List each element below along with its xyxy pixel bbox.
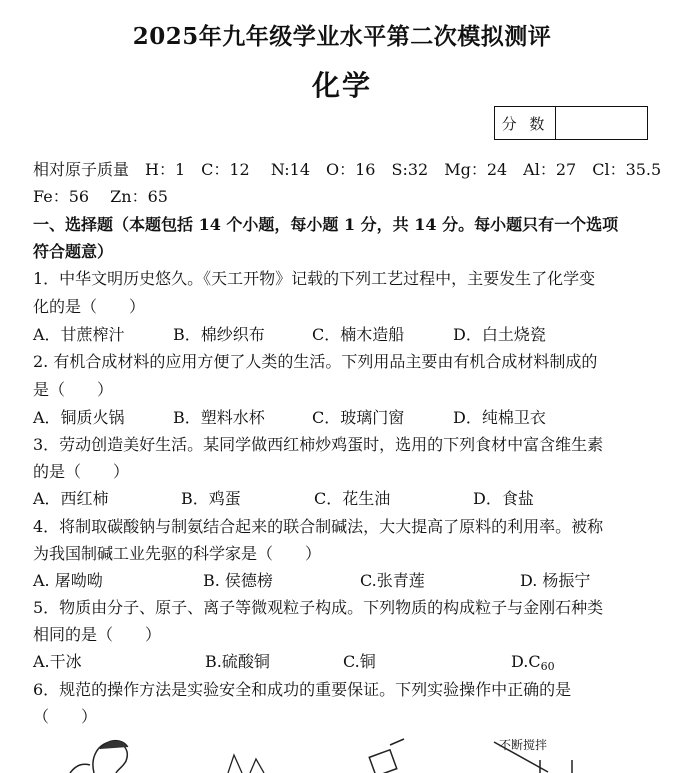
figure-a-person-smelling bbox=[60, 735, 140, 773]
question-4-options bbox=[33, 570, 663, 592]
score-label: 分 数 bbox=[495, 107, 556, 139]
option-a: A.干冰 bbox=[33, 652, 82, 671]
option-a: A．西红柿 bbox=[33, 489, 109, 508]
option-a: A. 屠呦呦 bbox=[33, 571, 103, 590]
question-2-options bbox=[33, 407, 663, 429]
question-1-stem-cont: 化的是（ ） bbox=[33, 297, 146, 316]
question-5-stem-cont: 相同的是（ ） bbox=[33, 625, 162, 644]
option-a: A．铜质火锅 bbox=[33, 408, 125, 427]
atomic-masses-line2: Fe：56 Zn：65 bbox=[33, 187, 168, 206]
option-d: D．食盐 bbox=[473, 489, 534, 508]
option-c: C.铜 bbox=[343, 652, 376, 671]
question-5-stem: 5．物质由分子、原子、离子等微观粒子构成。下列物质的构成粒子与金刚石种类 bbox=[33, 598, 604, 617]
question-6-stem: 6．规范的操作方法是实验安全和成功的重要保证。下列实验操作中正确的是 bbox=[33, 680, 572, 699]
question-5-options bbox=[33, 651, 663, 673]
option-d: D．纯棉卫衣 bbox=[453, 408, 546, 427]
option-b: B．塑料水杯 bbox=[173, 408, 265, 427]
section-heading: 一、选择题（本题包括 14 个小题，每小题 1 分，共 14 分。每小题只有一个选项 bbox=[33, 215, 619, 234]
question-4-stem-cont: 为我国制碱工业先驱的科学家是（ ） bbox=[33, 544, 322, 563]
option-d: D．白土烧瓷 bbox=[453, 325, 546, 344]
option-c: C.张青莲 bbox=[360, 571, 425, 590]
option-b: B.硫酸铜 bbox=[205, 652, 270, 671]
question-6-stem-cont: （ ） bbox=[33, 707, 98, 726]
option-b: B．棉纱织布 bbox=[173, 325, 265, 344]
figure-b-apparatus bbox=[220, 735, 270, 773]
question-3-stem-cont: 的是（ ） bbox=[33, 462, 130, 481]
figure-d-stirring bbox=[490, 738, 580, 773]
score-field bbox=[556, 107, 647, 139]
option-d-subscript: 60 bbox=[540, 660, 555, 673]
figure-c-apparatus bbox=[360, 735, 410, 773]
atomic-masses-line1: 相对原子质量 H：1 C：12 N:14 O：16 S:32 Mg：24 Al：27 Cl：35.5 bbox=[33, 160, 662, 179]
option-d bbox=[511, 651, 555, 678]
question-1-stem: 1．中华文明历史悠久。《天工开物》记载的下列工艺过程中，主要发生了化学变 bbox=[33, 269, 596, 288]
score-box bbox=[494, 106, 648, 140]
option-b: B．鸡蛋 bbox=[181, 489, 241, 508]
question-1-options bbox=[33, 324, 663, 346]
section-heading-cont: 符合题意） bbox=[33, 242, 114, 261]
question-3-options bbox=[33, 488, 663, 510]
question-4-stem: 4．将制取碳酸钠与制氨结合起来的联合制碱法，大大提高了原料的利用率。被称 bbox=[33, 517, 604, 536]
question-2-stem-cont: 是（ ） bbox=[33, 380, 114, 399]
option-c: C．花生油 bbox=[314, 489, 391, 508]
option-c: C．楠木造船 bbox=[312, 325, 405, 344]
subject-title: 化学 bbox=[311, 69, 372, 102]
option-b: B. 侯德榜 bbox=[203, 571, 273, 590]
option-a: A．甘蔗榨汁 bbox=[33, 325, 125, 344]
option-d-base: D.C bbox=[511, 652, 541, 671]
exam-title: 2025年九年级学业水平第二次模拟测评 bbox=[132, 23, 552, 50]
option-d: D. 杨振宁 bbox=[520, 571, 591, 590]
figure-d-label: 不断搅拌 bbox=[499, 738, 548, 752]
question-3-stem: 3．劳动创造美好生活。某同学做西红柿炒鸡蛋时，选用的下列食材中富含维生素 bbox=[33, 435, 604, 454]
question-2-stem: 2. 有机合成材料的应用方便了人类的生活。下列用品主要由有机合成材料制成的 bbox=[33, 352, 598, 371]
option-c: C．玻璃门窗 bbox=[312, 408, 405, 427]
